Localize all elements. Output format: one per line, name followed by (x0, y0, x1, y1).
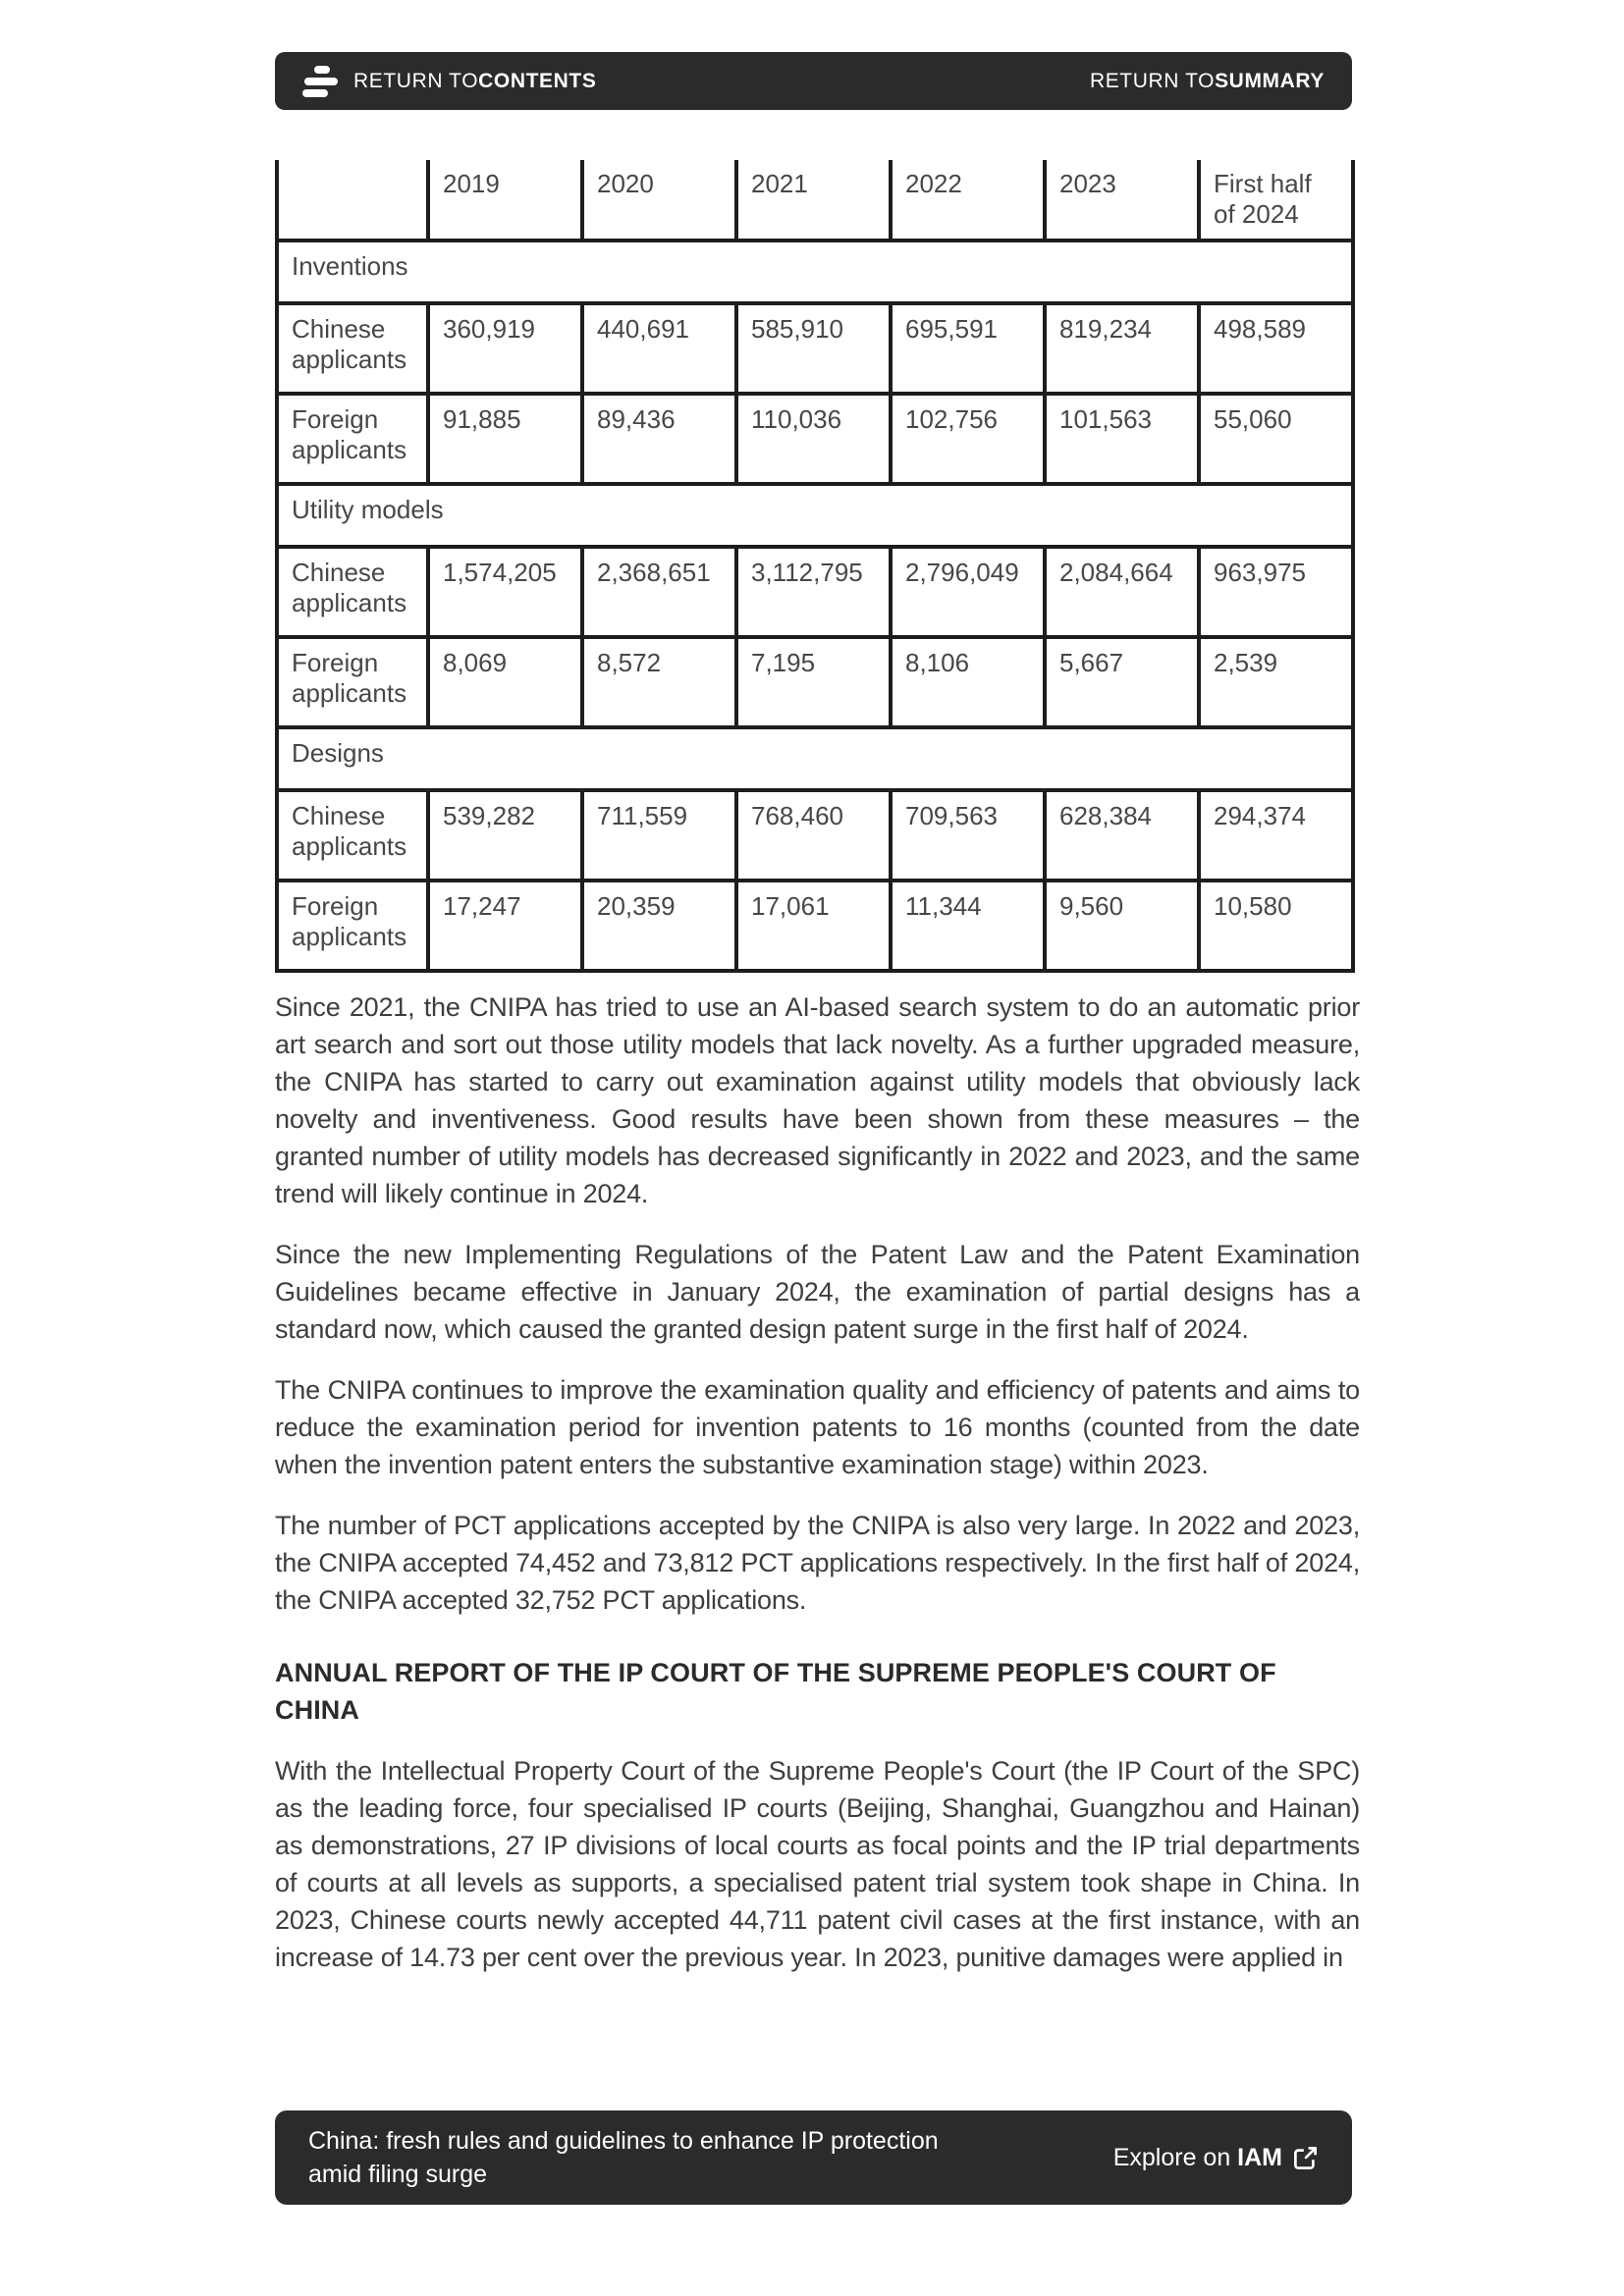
return-to-summary-link[interactable] (1090, 70, 1325, 93)
section-row-inventions (277, 240, 1353, 303)
year-header-2020: 2020 (582, 160, 736, 240)
return-to-contents-link[interactable] (302, 66, 596, 97)
table-cell: 360,919 (428, 303, 582, 394)
row-label-foreign-applicants: Foreign applicants (277, 394, 428, 484)
table-cell: 768,460 (736, 790, 891, 881)
paragraph-2: Since the new Implementing Regulations of the Patent Law and the Patent Examination Guidelines became effective in January 2024, the examination of partial designs has a standard now, which caused the granted design patent surge in the first half of 2024. (275, 1240, 1360, 1344)
table-cell: 55,060 (1199, 394, 1353, 484)
paragraph-4: The number of PCT applications accepted by the CNIPA is also very large. In 2022 and 2023, the CNIPA accepted 74,452 and 73,812 PCT applications respectively. In the first half of 2024, the CNIPA accepted 32,752 PCT applications. (275, 1511, 1360, 1615)
table-cell: 585,910 (736, 303, 891, 394)
table-cell: 2,796,049 (891, 547, 1045, 637)
table-row (277, 881, 1353, 971)
table-cell: 2,539 (1199, 637, 1353, 727)
table-row (277, 637, 1353, 727)
content-area (275, 160, 1360, 1976)
table-cell: 17,061 (736, 881, 891, 971)
section-label-inventions: Inventions (277, 240, 1353, 303)
table-cell: 711,559 (582, 790, 736, 881)
table-row (277, 394, 1353, 484)
table-cell: 7,195 (736, 637, 891, 727)
external-link-icon (1292, 2145, 1319, 2171)
article-title-line1: China: fresh rules and guidelines to enhance IP protection (308, 2127, 939, 2155)
section-label-utility-models: Utility models (277, 484, 1353, 547)
table-cell: 440,691 (582, 303, 736, 394)
patent-applications-table (275, 160, 1355, 973)
table-row (277, 547, 1353, 637)
table-cell: 3,112,795 (736, 547, 891, 637)
year-header-2022: 2022 (891, 160, 1045, 240)
table-cell: 709,563 (891, 790, 1045, 881)
table-cell: 8,572 (582, 637, 736, 727)
table-cell: 89,436 (582, 394, 736, 484)
footer-bar (275, 2110, 1352, 2205)
table-cell: 5,667 (1045, 637, 1199, 727)
table-cell: 91,885 (428, 394, 582, 484)
article-title-line2: amid filing surge (308, 2161, 488, 2188)
table-cell: 963,975 (1199, 547, 1353, 637)
table-cell: 9,560 (1045, 881, 1199, 971)
contents-icon (302, 66, 338, 97)
table-cell: 110,036 (736, 394, 891, 484)
row-label-chinese-applicants: Chinese applicants (277, 790, 428, 881)
table-cell: 8,106 (891, 637, 1045, 727)
row-label-foreign-applicants: Foreign applicants (277, 881, 428, 971)
year-header-first-half-2024: First half of 2024 (1199, 160, 1353, 240)
table-cell: 2,084,664 (1045, 547, 1199, 637)
row-label-foreign-applicants: Foreign applicants (277, 637, 428, 727)
table-row (277, 303, 1353, 394)
section-heading: ANNUAL REPORT OF THE IP COURT OF THE SUPREME PEOPLE'S COURT OF CHINA (275, 1658, 1276, 1725)
table-row (277, 790, 1353, 881)
section-row-designs (277, 727, 1353, 790)
year-header-2021: 2021 (736, 160, 891, 240)
table-cell: 498,589 (1199, 303, 1353, 394)
table-header-row (277, 160, 1353, 240)
year-header-2023: 2023 (1045, 160, 1199, 240)
table-cell: 695,591 (891, 303, 1045, 394)
section-row-utility-models (277, 484, 1353, 547)
iam-brand: IAM (1237, 2143, 1282, 2171)
table-cell: 17,247 (428, 881, 582, 971)
table-corner-cell (277, 160, 428, 240)
return-to-summary-prefix: RETURN TO (1089, 69, 1216, 92)
table-cell: 1,574,205 (428, 547, 582, 637)
return-to-summary-label: SUMMARY (1215, 69, 1325, 92)
return-to-contents-label: CONTENTS (478, 69, 597, 92)
row-label-chinese-applicants: Chinese applicants (277, 547, 428, 637)
paragraph-5: With the Intellectual Property Court of the Supreme People's Court (the IP Court of the SPC) as the leading force, four specialised IP courts (Beijing, Shanghai, Guangzhou and Hainan) as demonstrations, 27 IP divisions of local courts as focal points and the IP trial departments of courts at all levels as supports, a specialised patent trial system took shape in China. In 2023, Chinese courts newly accepted 44,711 patent civil cases at the first instance, with an increase of 14.73 per cent over the previous year. In 2023, punitive damages were applied in (275, 1756, 1360, 1972)
table-cell: 539,282 (428, 790, 582, 881)
return-to-contents-prefix: RETURN TO (353, 69, 479, 92)
table-cell: 10,580 (1199, 881, 1353, 971)
section-label-designs: Designs (277, 727, 1353, 790)
row-label-chinese-applicants: Chinese applicants (277, 303, 428, 394)
table-cell: 819,234 (1045, 303, 1199, 394)
table-cell: 2,368,651 (582, 547, 736, 637)
table-cell: 20,359 (582, 881, 736, 971)
table-cell: 628,384 (1045, 790, 1199, 881)
table-cell: 11,344 (891, 881, 1045, 971)
explore-on-iam-link[interactable] (1113, 2144, 1319, 2172)
table-cell: 102,756 (891, 394, 1045, 484)
table-cell: 8,069 (428, 637, 582, 727)
article-title (308, 2124, 939, 2191)
top-nav-bar (275, 52, 1352, 110)
paragraph-1: Since 2021, the CNIPA has tried to use an AI-based search system to do an automatic prior art search and sort out those utility models that lack novelty. As a further upgraded measure, the CNIPA has started to carry out examination against utility models that obviously lack novelty and inventiveness. Good results have been shown from these measures – the granted number of utility models has decreased significantly in 2022 and 2023, and the same trend will likely continue in 2024. (275, 992, 1360, 1208)
explore-prefix: Explore on (1112, 2143, 1238, 2171)
table-cell: 101,563 (1045, 394, 1199, 484)
table-cell: 294,374 (1199, 790, 1353, 881)
paragraph-3: The CNIPA continues to improve the examination quality and efficiency of patents and aims to reduce the examination period for invention patents to 16 months (counted from the date when the invention patent enters the substantive examination stage) within 2023. (275, 1375, 1360, 1479)
year-header-2019: 2019 (428, 160, 582, 240)
